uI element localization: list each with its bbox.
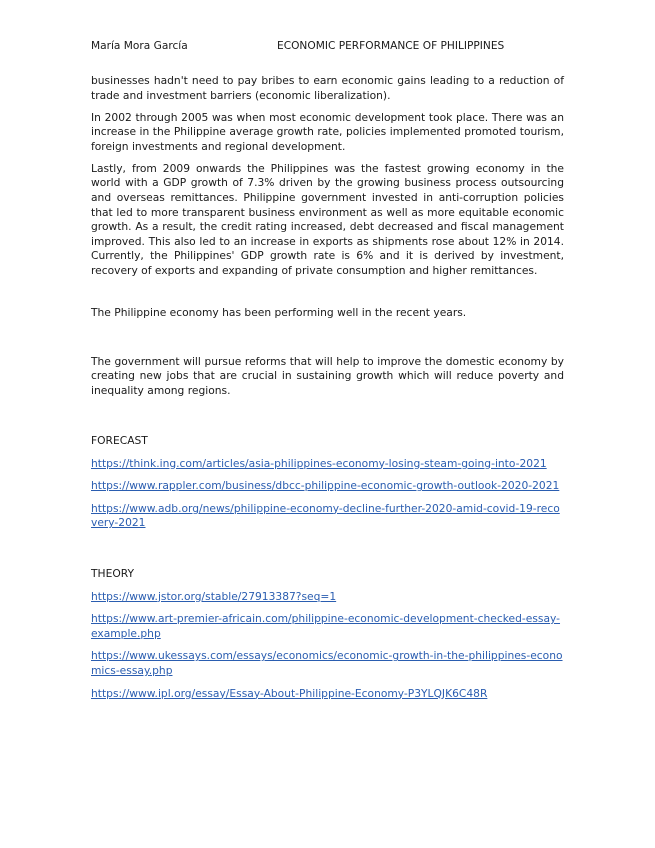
theory-link-jstor[interactable]: https://www.jstor.org/stable/27913387?seq=1 [91, 589, 337, 603]
paragraph-2009-onwards: Lastly, from 2009 onwards the Philippines was the fastest growing economy in the world with a GDP growth of 7.3% driven by the growing business process outsourcing and overseas remittances. Philippine government invested in anti-corruption policies that led to more transparent business environment as well as more equitable economic growth. As a result, the credit rating increased, debt decreased and fiscal management improved. This also led to an increase in exports as shipments rose about 12% in 2014. Currently, the Philippines' GDP growth rate is 6% and it is derived by investment, recovery of exports and expanding of private consumption and higher remittances. [91, 161, 564, 277]
theory-link-ipl[interactable]: https://www.ipl.org/essay/Essay-About-Philippine-Economy-P3YLQJK6C48R [91, 686, 488, 700]
paragraph-liberalization: businesses hadn't need to pay bribes to earn economic gains leading to a reduction of trade and investment barriers (economic liberalization). [91, 74, 564, 102]
paragraph-performance: The Philippine economy has been performing well in the recent years. [91, 305, 467, 319]
paragraph-reforms: The government will pursue reforms that will help to improve the domestic economy by creating new jobs that are crucial in sustaining growth which will reduce poverty and inequality among regions. [91, 354, 564, 398]
header-author: María Mora García [91, 40, 188, 52]
theory-link-art-premier[interactable]: https://www.art-premier-africain.com/philippine-economic-development-checked-essay-example.php [91, 612, 561, 640]
forecast-link-adb[interactable]: https://www.adb.org/news/philippine-economy-decline-further-2020-amid-covid-19-recovery-2021 [91, 501, 560, 530]
document-body [91, 74, 564, 709]
forecast-link-rappler[interactable]: https://www.rappler.com/business/dbcc-philippine-economic-growth-outlook-2020-2021 [91, 479, 560, 493]
forecast-heading: FORECAST [91, 434, 148, 448]
header-title: ECONOMIC PERFORMANCE OF PHILIPPINES [277, 40, 505, 52]
page-header [91, 38, 565, 54]
forecast-link-ing[interactable]: https://think.ing.com/articles/asia-philippines-economy-losing-steam-going-into-2021 [91, 456, 547, 470]
theory-link-ukessays[interactable]: https://www.ukessays.com/essays/economics/economic-growth-in-the-philippines-economics-essay.php [91, 649, 563, 677]
paragraph-2002-2005: In 2002 through 2005 was when most economic development took place. There was an increase in the Philippine average growth rate, policies implemented promoted tourism, foreign investments and regional development. [91, 110, 564, 153]
theory-heading: THEORY [91, 567, 134, 581]
